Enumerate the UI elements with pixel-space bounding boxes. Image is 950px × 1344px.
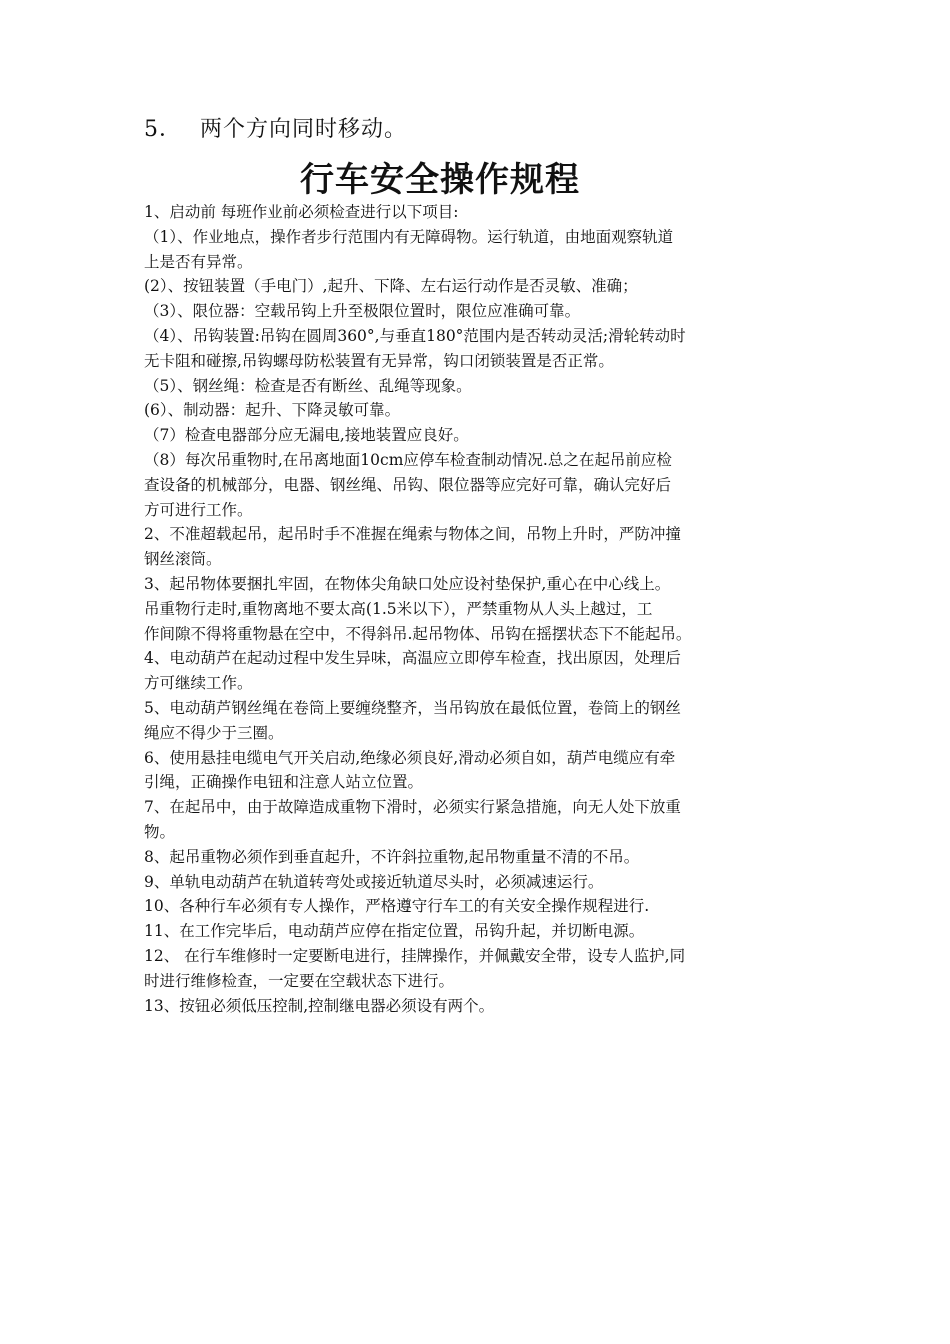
text-line: 13、按钮必须低压控制,控制继电器必须设有两个。 xyxy=(144,996,495,1015)
text-line: 8、起吊重物必须作到垂直起升，不许斜拉重物,起吊物重量不清的不吊。 xyxy=(144,847,640,866)
text-line: 查设备的机械部分，电器、钢丝绳、吊钩、限位器等应完好可靠，确认完好后 xyxy=(144,475,672,494)
text-line: 吊重物行走时,重物离地不要太高(1.5米以下），严禁重物从人头上越过，工 xyxy=(144,599,653,618)
text-line: （3）、限位器：空载吊钩上升至极限位置时，限位应准确可靠。 xyxy=(144,302,581,321)
text-line: 时进行维修检查，一定要在空载状态下进行。 xyxy=(144,971,455,990)
text-line: 无卡阻和碰擦,吊钩螺母防松装置有无异常，钩口闭锁装置是否正常。 xyxy=(144,351,614,370)
list-item-number: 5． xyxy=(144,117,182,142)
text-line: 3、起吊物体要捆扎牢固，在物体尖角缺口处应设衬垫保护,重心在中心线上。 xyxy=(144,574,671,593)
text-line: 作间隙不得将重物悬在空中，不得斜吊.起吊物体、吊钩在摇摆状态下不能起吊。 xyxy=(144,624,692,643)
text-line: 上是否有异常。 xyxy=(144,252,253,271)
text-line: 2、不准超载起吊，起吊时手不准握在绳索与物体之间，吊物上升时，严防冲撞 xyxy=(144,525,681,544)
text-line: 9、单轨电动葫芦在轨道转弯处或接近轨道尽头时，必须减速运行。 xyxy=(144,872,604,891)
text-line: 4、电动葫芦在起动过程中发生异味，高温应立即停车检查，找出原因，处理后 xyxy=(144,649,681,668)
text-line: 引绳，正确操作电钮和注意人站立位置。 xyxy=(144,773,424,792)
document-body xyxy=(144,200,834,1018)
text-line: (2）、按钮装置（手电门）,起升、下降、左右运行动作是否灵敏、准确； xyxy=(144,277,638,296)
text-line: （1）、作业地点，操作者步行范围内有无障碍物。运行轨道，由地面观察轨道 xyxy=(144,227,674,246)
text-line: (6）、制动器：起升、下降灵敏可靠。 xyxy=(144,401,401,420)
text-line: 钢丝滚筒。 xyxy=(144,550,222,569)
text-line: （7）检查电器部分应无漏电,接地装置应良好。 xyxy=(144,426,469,445)
text-line: （5）、钢丝绳：检查是否有断丝、乱绳等现象。 xyxy=(144,376,472,395)
text-line: 7、在起吊中，由于故障造成重物下滑时，必须实行紧急措施，向无人处下放重 xyxy=(144,798,681,817)
text-line: 物。 xyxy=(144,822,176,841)
text-line: 11、在工作完毕后，电动葫芦应停在指定位置，吊钩升起，并切断电源。 xyxy=(144,922,645,941)
text-line: 1、启动前 每班作业前必须检查进行以下项目: xyxy=(144,203,459,221)
text-line: 10、各种行车必须有专人操作，严格遵守行车工的有关安全操作规程进行. xyxy=(144,897,650,916)
text-line: 方可进行工作。 xyxy=(144,500,253,519)
list-item-text: 两个方向同时移动。 xyxy=(200,117,408,142)
text-line: 方可继续工作。 xyxy=(144,674,253,693)
text-line: 5、电动葫芦钢丝绳在卷筒上要缠绕整齐，当吊钩放在最低位置，卷筒上的钢丝 xyxy=(144,698,681,717)
previous-list-item xyxy=(144,112,407,143)
text-line: （8）每次吊重物时,在吊离地面10cm应停车检查制动情况.总之在起吊前应检 xyxy=(144,450,672,469)
text-line: 12、 在行车维修时一定要断电进行，挂牌操作，并佩戴安全带，设专人监护,同 xyxy=(144,946,686,965)
text-line: 6、使用悬挂电缆电气开关启动,绝缘必须良好,滑动必须自如，葫芦电缆应有牵 xyxy=(144,748,676,767)
text-line: 绳应不得少于三圈。 xyxy=(144,723,284,742)
text-line: （4）、吊钩装置:吊钩在圆周360°,与垂直180°范围内是否转动灵活;滑轮转动时 xyxy=(144,326,686,345)
page-title: 行车安全操作规程 xyxy=(300,160,580,200)
